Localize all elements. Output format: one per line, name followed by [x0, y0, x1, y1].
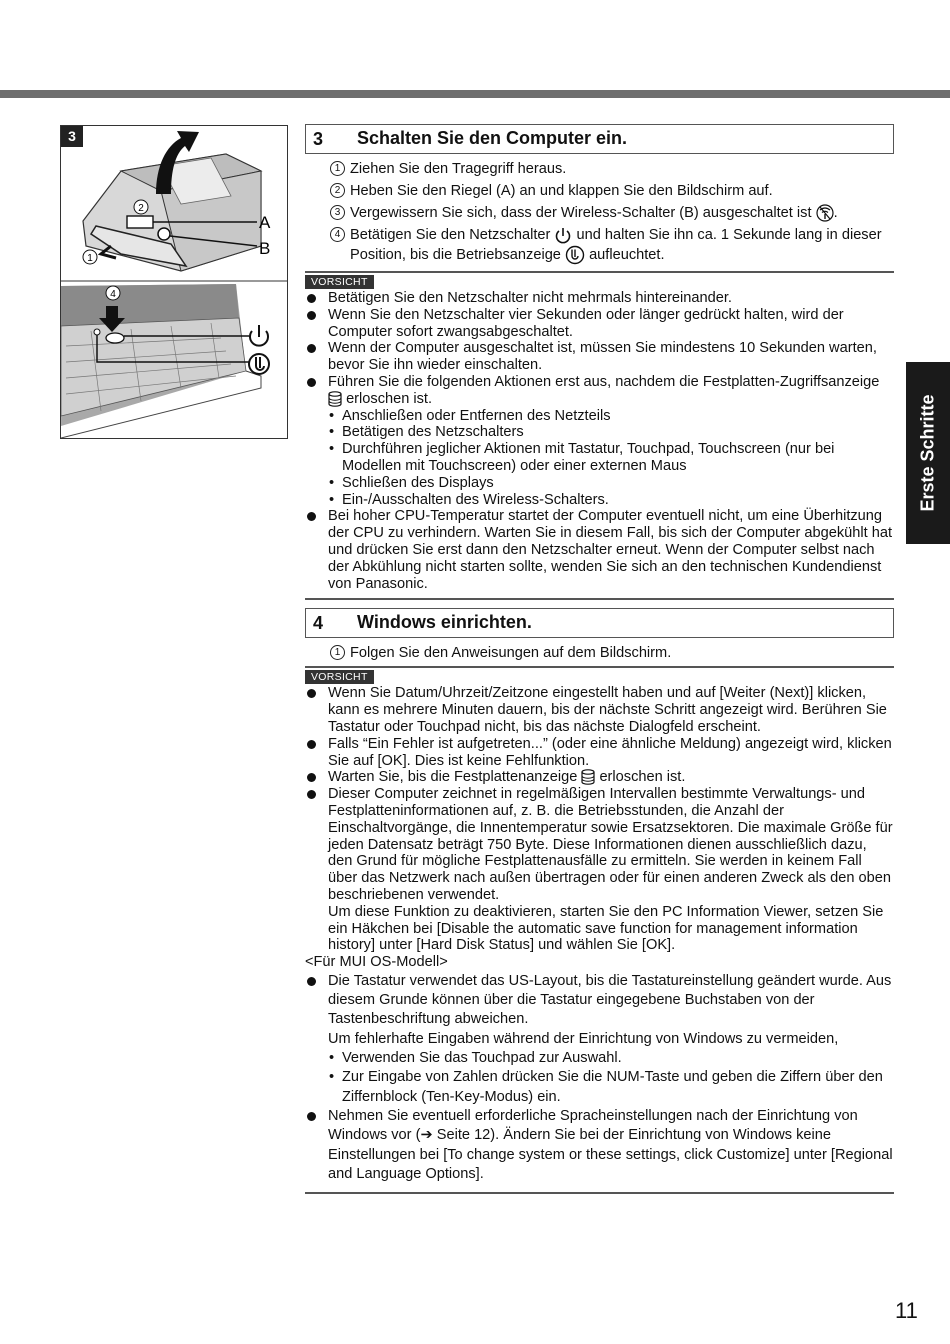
- hard-disk-icon: [581, 769, 595, 785]
- action-list: [328, 408, 894, 509]
- setup-illustration: [60, 125, 288, 439]
- action-item: • Ein-/Ausschalten des Wireless-Schalters.: [328, 492, 894, 509]
- step4-title: Windows einrichten.: [357, 612, 532, 633]
- substep: [305, 644, 894, 663]
- end-divider: [305, 1192, 894, 1194]
- action-item: • Durchführen jeglicher Aktionen mit Tastatur, Touchpad, Touchscreen (nur bei Modellen mit Touchscreen) oder einer externen Maus: [328, 441, 894, 475]
- caution-divider: [305, 271, 894, 273]
- substep-text: Ziehen Sie den Tragegriff heraus.: [350, 161, 567, 177]
- mui-sub-item: • Verwenden Sie das Touchpad zur Auswahl.: [328, 1049, 894, 1068]
- caution-label: VORSICHT: [305, 670, 374, 684]
- power-indicator-icon: [565, 245, 585, 265]
- step3-heading: [305, 124, 894, 154]
- substep-text: Heben Sie den Riegel (A) an und klappen Sie den Bildschirm auf.: [350, 183, 773, 199]
- mui-sub-list: [328, 1049, 894, 1107]
- circled-number: 1: [330, 645, 345, 660]
- main-content: [305, 124, 894, 1194]
- arrow-right-icon: ➔: [420, 1127, 433, 1144]
- section-side-tab: [906, 362, 950, 544]
- step3-title: Schalten Sie den Computer ein.: [357, 128, 628, 148]
- figure-number: 3: [61, 126, 83, 147]
- substep-text-mid: und halten Sie ihn ca. 1 Sekunde lang in dieser Position, bis die Betriebsanzeige: [350, 227, 882, 263]
- header-bar: [0, 90, 950, 98]
- step3-caution-list: [305, 290, 894, 592]
- power-indicator-icon: [249, 354, 269, 374]
- mui-item: Die Tastatur verwendet das US-Layout, bis die Tastatureinstellung geändert wurde. Aus diesem Grunde können über die Tastatur eingegebene Buchstaben von der Tastenbeschriftung abweichen. Um fehlerhafte Eingaben während der Einrichtung von Windows zu vermeiden, • Verwenden Sie das Touchpad zur Auswahl. • Zur Eingabe von Zahlen drücken Sie die NUM-Taste und geben die Ziffern über den Ziffernblock (Ten-Key-Modus) ein.: [305, 972, 894, 1107]
- caution-item: Wenn Sie Datum/Uhrzeit/Zeitzone eingestellt haben und auf [Weiter (Next)] klicken, kann es mehrere Minuten dauern, bis der nächste Schritt angezeigt wird. Berühren Sie Tastatur oder Touchpad nicht, bis das nächste Dialogfeld erscheint.: [305, 685, 894, 735]
- wireless-off-icon: [816, 204, 834, 222]
- caution-label: VORSICHT: [305, 275, 374, 289]
- hard-disk-icon: [328, 391, 342, 407]
- power-icon: [250, 325, 268, 346]
- mui-sub-item: • Zur Eingabe von Zahlen drücken Sie die NUM-Taste und geben die Ziffern über den Ziffernblock (Ten-Key-Modus) ein.: [328, 1068, 894, 1107]
- action-item: • Schließen des Displays: [328, 475, 894, 492]
- caution-item: Bei hoher CPU-Temperatur startet der Computer eventuell nicht, um eine Überhitzung der CPU zu verhindern. Warten Sie in diesem Fall, bis sich der Computer abgekühlt hat und drücken Sie erst dann den Netzschalter erneut. Wenn der Computer selbst nach der Abkühlung nicht starten sollte, wenden Sie sich an den technischen Kundendienst von Panasonic.: [305, 508, 894, 592]
- callout-1: 1: [87, 253, 93, 264]
- step4-substeps: [305, 644, 894, 663]
- substep-text: Vergewissern Sie sich, dass der Wireless-Schalter (B) ausgeschaltet ist: [350, 205, 812, 221]
- step4-caution-list: [305, 685, 894, 954]
- caution-item: Falls “Ein Fehler ist aufgetreten...” (oder eine ähnliche Meldung) angezeigt wird, klicken Sie auf [OK]. Dies ist keine Fehlfunktion.: [305, 736, 894, 770]
- mui-list: [305, 972, 894, 1184]
- section-divider: [305, 598, 894, 600]
- substep-text: Betätigen Sie den Netzschalter: [350, 227, 551, 243]
- power-icon: [554, 226, 572, 244]
- caution-item: Wenn Sie den Netzschalter vier Sekunden oder länger gedrückt halten, wird der Computer sofort zwangsabgeschaltet.: [305, 307, 894, 341]
- side-tab-label: Erste Schritte: [917, 394, 938, 512]
- caution-item: Dieser Computer zeichnet in regelmäßigen Intervallen bestimmte Verwaltungs- und Festplatteninformationen auf, z. B. die Betriebsstunden, die Anzahl der Einschaltvorgänge, die Innentemperatur sowie Ersatzsektoren. Die maximale Größe für jeden Datensatz beträgt 750 Byte. Diese Informationen dienen ausschließlich dazu, den Grund für mögliche Festplattenausfälle zu ermitteln. Sie werden in keinem Fall über das Netzwerk nach außen übertragen oder für einen anderen Zweck als den oben beschriebenen verwendet. Um diese Funktion zu deaktivieren, starten Sie den PC Information Viewer, setzen Sie ein Häkchen bei [Disable the automatic save function for management information history] unter [Hard Disk Status] und wählen Sie [OK].: [305, 786, 894, 954]
- page-number: 11: [895, 1298, 918, 1323]
- substep: [305, 204, 894, 223]
- mui-item: Nehmen Sie eventuell erforderliche Spracheinstellungen nach der Einrichtung von Windows vor (➔ Seite 12). Ändern Sie bei der Einrichtung von Windows keine Einstellungen bei [To change system or these settings, click Customize] unter [Regional and Language Options].: [305, 1107, 894, 1184]
- action-item: • Betätigen des Netzschalters: [328, 424, 894, 441]
- callout-4: 4: [110, 289, 116, 300]
- caution-item: Warten Sie, bis die Festplattenanzeige erloschen ist.: [305, 769, 894, 786]
- action-item: • Anschließen oder Entfernen des Netzteils: [328, 408, 894, 425]
- substep-text-end: aufleuchtet.: [589, 246, 665, 263]
- mui-heading: <Für MUI OS-Modell>: [305, 954, 448, 971]
- substep-text-end: .: [833, 205, 838, 221]
- caution-item: Betätigen Sie den Netzschalter nicht mehrmals hintereinander.: [305, 290, 894, 307]
- callout-b: B: [259, 239, 271, 258]
- step4-number: 4: [313, 613, 324, 634]
- caution-item: Führen Sie die folgenden Aktionen erst aus, nachdem die Festplatten-Zugriffsanzeige erloschen ist. • Anschließen oder Entfernen des Netzteils • Betätigen des Netzschalters • Durchführen jeglicher Aktionen mit Tastatur, Touchpad, Touchscreen (nur bei Modellen mit Touchscreen) oder einer externen Maus • Schließen des Displays • Ein-/Ausschalten des Wireless-Schalters.: [305, 374, 894, 508]
- caution-item: Wenn der Computer ausgeschaltet ist, müssen Sie mindestens 10 Sekunden warten, bevor Sie ihn wieder einschalten.: [305, 340, 894, 374]
- laptop-illustration: [61, 126, 287, 438]
- circled-number: 4: [330, 227, 345, 242]
- circled-number: 1: [330, 161, 345, 176]
- substep: [305, 226, 894, 265]
- circled-number: 2: [330, 183, 345, 198]
- circled-number: 3: [330, 205, 345, 220]
- callout-a: A: [259, 213, 271, 232]
- caution-divider: [305, 666, 894, 668]
- substep: [305, 182, 894, 201]
- step4-heading: [305, 608, 894, 638]
- callout-2: 2: [138, 203, 144, 214]
- step3-number: 3: [313, 129, 324, 149]
- substep-text: Folgen Sie den Anweisungen auf dem Bildschirm.: [350, 645, 672, 662]
- step3-substeps: [305, 160, 894, 265]
- substep: [305, 160, 894, 179]
